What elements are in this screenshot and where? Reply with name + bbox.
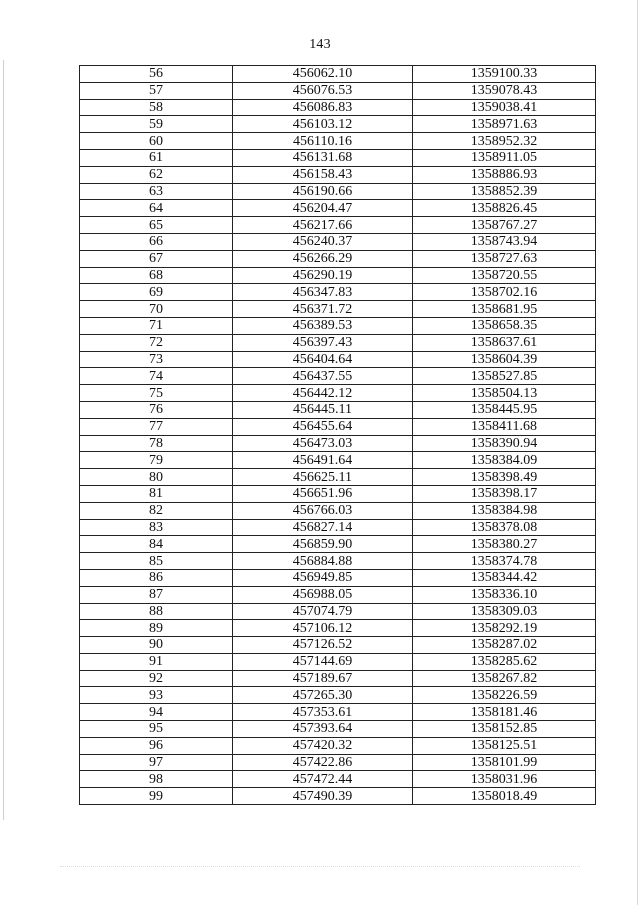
table-row: [80, 418, 596, 435]
table-row: [80, 569, 596, 586]
x-coordinate-cell: 456389.53: [233, 317, 413, 334]
point-number-cell: 67: [80, 250, 233, 267]
point-number-cell: 82: [80, 502, 233, 519]
y-coordinate-cell: 1358445.95: [413, 401, 596, 418]
point-number-cell: 61: [80, 149, 233, 166]
y-coordinate-cell: 1358504.13: [413, 385, 596, 402]
point-number-cell: 63: [80, 183, 233, 200]
y-coordinate-cell: 1359100.33: [413, 66, 596, 83]
table-row: [80, 586, 596, 603]
y-coordinate-cell: 1358886.93: [413, 166, 596, 183]
table-row: [80, 368, 596, 385]
x-coordinate-cell: 456110.16: [233, 133, 413, 150]
x-coordinate-cell: 456625.11: [233, 469, 413, 486]
point-number-cell: 75: [80, 385, 233, 402]
y-coordinate-cell: 1358380.27: [413, 536, 596, 553]
x-coordinate-cell: 456076.53: [233, 82, 413, 99]
x-coordinate-cell: 457422.86: [233, 754, 413, 771]
y-coordinate-cell: 1358309.03: [413, 603, 596, 620]
x-coordinate-cell: 456949.85: [233, 569, 413, 586]
table-row: [80, 704, 596, 721]
point-number-cell: 58: [80, 99, 233, 116]
coordinates-table: [79, 65, 596, 805]
table-row: [80, 250, 596, 267]
point-number-cell: 56: [80, 66, 233, 83]
x-coordinate-cell: 456442.12: [233, 385, 413, 402]
x-coordinate-cell: 457144.69: [233, 653, 413, 670]
y-coordinate-cell: 1358971.63: [413, 116, 596, 133]
y-coordinate-cell: 1358852.39: [413, 183, 596, 200]
point-number-cell: 86: [80, 569, 233, 586]
y-coordinate-cell: 1358720.55: [413, 267, 596, 284]
table-row: [80, 317, 596, 334]
x-coordinate-cell: 456240.37: [233, 233, 413, 250]
x-coordinate-cell: 457490.39: [233, 788, 413, 805]
x-coordinate-cell: 457472.44: [233, 771, 413, 788]
point-number-cell: 78: [80, 435, 233, 452]
table-row: [80, 284, 596, 301]
point-number-cell: 89: [80, 620, 233, 637]
scan-footer-marks: [60, 866, 580, 871]
x-coordinate-cell: 457265.30: [233, 687, 413, 704]
coordinates-table-body: [80, 66, 596, 805]
point-number-cell: 81: [80, 485, 233, 502]
x-coordinate-cell: 456988.05: [233, 586, 413, 603]
y-coordinate-cell: 1358384.09: [413, 452, 596, 469]
x-coordinate-cell: 456086.83: [233, 99, 413, 116]
point-number-cell: 98: [80, 771, 233, 788]
coordinates-table-container: [79, 65, 595, 805]
x-coordinate-cell: 456437.55: [233, 368, 413, 385]
table-row: [80, 301, 596, 318]
table-row: [80, 334, 596, 351]
y-coordinate-cell: 1358527.85: [413, 368, 596, 385]
table-row: [80, 385, 596, 402]
x-coordinate-cell: 456455.64: [233, 418, 413, 435]
y-coordinate-cell: 1358411.68: [413, 418, 596, 435]
point-number-cell: 79: [80, 452, 233, 469]
x-coordinate-cell: 457106.12: [233, 620, 413, 637]
page-edge-right: [637, 0, 638, 905]
table-row: [80, 401, 596, 418]
x-coordinate-cell: 456266.29: [233, 250, 413, 267]
x-coordinate-cell: 456217.66: [233, 217, 413, 234]
table-row: [80, 267, 596, 284]
table-row: [80, 452, 596, 469]
point-number-cell: 72: [80, 334, 233, 351]
page-edge-left: [3, 60, 4, 820]
x-coordinate-cell: 456347.83: [233, 284, 413, 301]
x-coordinate-cell: 456204.47: [233, 200, 413, 217]
y-coordinate-cell: 1358681.95: [413, 301, 596, 318]
y-coordinate-cell: 1358031.96: [413, 771, 596, 788]
table-row: [80, 553, 596, 570]
table-row: [80, 519, 596, 536]
point-number-cell: 97: [80, 754, 233, 771]
point-number-cell: 84: [80, 536, 233, 553]
table-row: [80, 351, 596, 368]
x-coordinate-cell: 456158.43: [233, 166, 413, 183]
table-row: [80, 788, 596, 805]
x-coordinate-cell: 457189.67: [233, 670, 413, 687]
table-row: [80, 737, 596, 754]
x-coordinate-cell: 456491.64: [233, 452, 413, 469]
table-row: [80, 721, 596, 738]
x-coordinate-cell: 456651.96: [233, 485, 413, 502]
y-coordinate-cell: 1358727.63: [413, 250, 596, 267]
y-coordinate-cell: 1358344.42: [413, 569, 596, 586]
table-row: [80, 653, 596, 670]
y-coordinate-cell: 1358384.98: [413, 502, 596, 519]
table-row: [80, 771, 596, 788]
table-row: [80, 502, 596, 519]
y-coordinate-cell: 1359038.41: [413, 99, 596, 116]
point-number-cell: 73: [80, 351, 233, 368]
point-number-cell: 60: [80, 133, 233, 150]
x-coordinate-cell: 456766.03: [233, 502, 413, 519]
table-row: [80, 469, 596, 486]
table-row: [80, 99, 596, 116]
point-number-cell: 62: [80, 166, 233, 183]
y-coordinate-cell: 1358767.27: [413, 217, 596, 234]
y-coordinate-cell: 1358952.32: [413, 133, 596, 150]
x-coordinate-cell: 457074.79: [233, 603, 413, 620]
x-coordinate-cell: 456827.14: [233, 519, 413, 536]
table-row: [80, 603, 596, 620]
table-row: [80, 217, 596, 234]
table-row: [80, 183, 596, 200]
table-row: [80, 66, 596, 83]
x-coordinate-cell: 457420.32: [233, 737, 413, 754]
table-row: [80, 637, 596, 654]
table-row: [80, 687, 596, 704]
y-coordinate-cell: 1358637.61: [413, 334, 596, 351]
x-coordinate-cell: 456062.10: [233, 66, 413, 83]
table-row: [80, 485, 596, 502]
table-row: [80, 149, 596, 166]
point-number-cell: 68: [80, 267, 233, 284]
y-coordinate-cell: 1358398.17: [413, 485, 596, 502]
x-coordinate-cell: 456103.12: [233, 116, 413, 133]
y-coordinate-cell: 1358125.51: [413, 737, 596, 754]
x-coordinate-cell: 456371.72: [233, 301, 413, 318]
table-row: [80, 133, 596, 150]
y-coordinate-cell: 1358101.99: [413, 754, 596, 771]
point-number-cell: 69: [80, 284, 233, 301]
table-row: [80, 754, 596, 771]
point-number-cell: 95: [80, 721, 233, 738]
y-coordinate-cell: 1358378.08: [413, 519, 596, 536]
y-coordinate-cell: 1359078.43: [413, 82, 596, 99]
y-coordinate-cell: 1358658.35: [413, 317, 596, 334]
x-coordinate-cell: 457126.52: [233, 637, 413, 654]
y-coordinate-cell: 1358267.82: [413, 670, 596, 687]
x-coordinate-cell: 456404.64: [233, 351, 413, 368]
x-coordinate-cell: 456884.88: [233, 553, 413, 570]
y-coordinate-cell: 1358743.94: [413, 233, 596, 250]
x-coordinate-cell: 456290.19: [233, 267, 413, 284]
point-number-cell: 65: [80, 217, 233, 234]
page-number: 143: [309, 37, 331, 52]
y-coordinate-cell: 1358018.49: [413, 788, 596, 805]
point-number-cell: 99: [80, 788, 233, 805]
point-number-cell: 76: [80, 401, 233, 418]
point-number-cell: 90: [80, 637, 233, 654]
point-number-cell: 74: [80, 368, 233, 385]
point-number-cell: 91: [80, 653, 233, 670]
point-number-cell: 88: [80, 603, 233, 620]
y-coordinate-cell: 1358398.49: [413, 469, 596, 486]
point-number-cell: 57: [80, 82, 233, 99]
y-coordinate-cell: 1358374.78: [413, 553, 596, 570]
y-coordinate-cell: 1358336.10: [413, 586, 596, 603]
point-number-cell: 85: [80, 553, 233, 570]
x-coordinate-cell: 456190.66: [233, 183, 413, 200]
point-number-cell: 59: [80, 116, 233, 133]
y-coordinate-cell: 1358292.19: [413, 620, 596, 637]
point-number-cell: 71: [80, 317, 233, 334]
x-coordinate-cell: 456445.11: [233, 401, 413, 418]
point-number-cell: 80: [80, 469, 233, 486]
table-row: [80, 233, 596, 250]
table-row: [80, 536, 596, 553]
y-coordinate-cell: 1358285.62: [413, 653, 596, 670]
point-number-cell: 87: [80, 586, 233, 603]
point-number-cell: 64: [80, 200, 233, 217]
point-number-cell: 94: [80, 704, 233, 721]
point-number-cell: 83: [80, 519, 233, 536]
table-row: [80, 166, 596, 183]
y-coordinate-cell: 1358702.16: [413, 284, 596, 301]
y-coordinate-cell: 1358604.39: [413, 351, 596, 368]
y-coordinate-cell: 1358826.45: [413, 200, 596, 217]
table-row: [80, 620, 596, 637]
table-row: [80, 200, 596, 217]
x-coordinate-cell: 456131.68: [233, 149, 413, 166]
table-row: [80, 82, 596, 99]
point-number-cell: 92: [80, 670, 233, 687]
table-row: [80, 116, 596, 133]
y-coordinate-cell: 1358390.94: [413, 435, 596, 452]
point-number-cell: 70: [80, 301, 233, 318]
point-number-cell: 96: [80, 737, 233, 754]
y-coordinate-cell: 1358287.02: [413, 637, 596, 654]
y-coordinate-cell: 1358181.46: [413, 704, 596, 721]
x-coordinate-cell: 457353.61: [233, 704, 413, 721]
x-coordinate-cell: 457393.64: [233, 721, 413, 738]
table-row: [80, 670, 596, 687]
table-row: [80, 435, 596, 452]
x-coordinate-cell: 456397.43: [233, 334, 413, 351]
x-coordinate-cell: 456859.90: [233, 536, 413, 553]
x-coordinate-cell: 456473.03: [233, 435, 413, 452]
y-coordinate-cell: 1358226.59: [413, 687, 596, 704]
y-coordinate-cell: 1358911.05: [413, 149, 596, 166]
point-number-cell: 66: [80, 233, 233, 250]
point-number-cell: 93: [80, 687, 233, 704]
point-number-cell: 77: [80, 418, 233, 435]
y-coordinate-cell: 1358152.85: [413, 721, 596, 738]
